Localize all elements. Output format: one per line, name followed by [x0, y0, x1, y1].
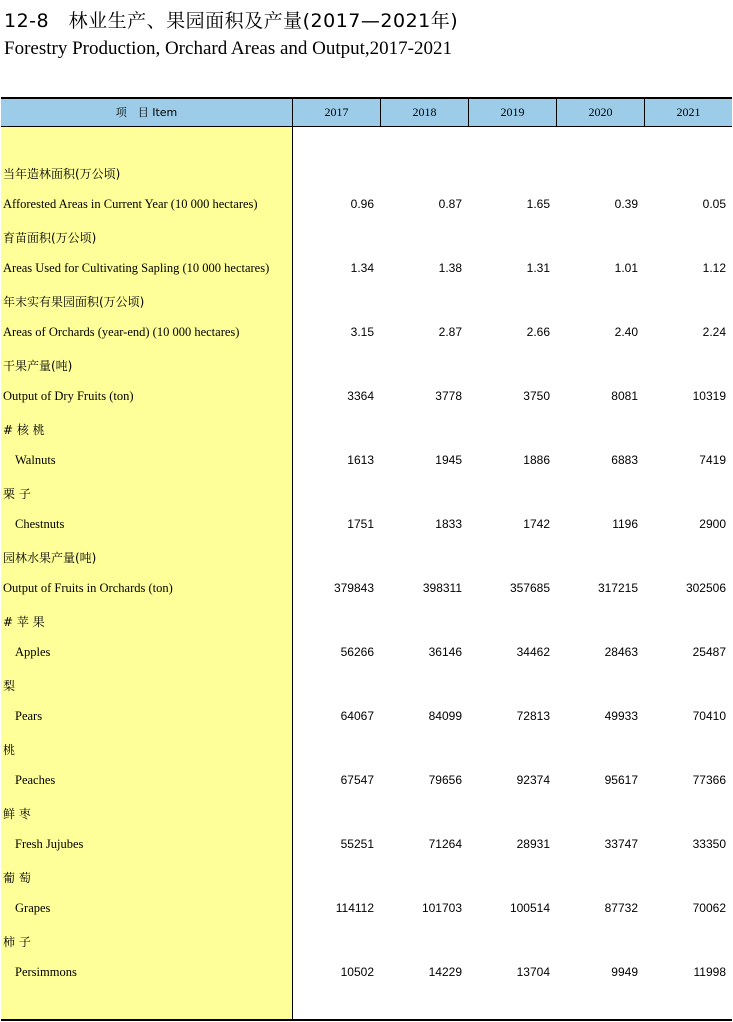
table-row-label-cn: [0, 357, 733, 377]
header-year-2017: 2017: [292, 99, 380, 126]
value-cell-2017: 1751: [347, 517, 374, 531]
header-year-2019: 2019: [468, 99, 556, 126]
value-cell-2021: 70410: [692, 709, 726, 723]
value-cell-2021: 77366: [692, 773, 726, 787]
table-row: [0, 581, 733, 601]
value-cell-2018: 1.38: [438, 261, 462, 275]
value-cell-2017: 114112: [335, 901, 374, 915]
value-cell-2021: 7419: [699, 453, 726, 467]
value-cell-2020: 317215: [597, 581, 638, 595]
value-cell-2018: 71264: [428, 837, 462, 851]
value-cell-2019: 1.65: [526, 197, 550, 211]
row-label-chinese: 梨: [3, 679, 16, 693]
row-label-english: Grapes: [15, 901, 51, 915]
header-year-2020: 2020: [556, 99, 644, 126]
value-cell-2020: 1196: [612, 517, 638, 531]
value-cell-2020: 9949: [611, 965, 638, 979]
value-cell-2021: 0.05: [702, 197, 726, 211]
value-cell-2021: 2900: [699, 517, 726, 531]
value-cell-2019: 1886: [523, 453, 550, 467]
table-row-label-cn: [0, 805, 733, 825]
table-title-english: Forestry Production, Orchard Areas and Output,2017-2021: [4, 38, 453, 59]
value-cell-2017: 1613: [347, 453, 374, 467]
value-cell-2021: 1.12: [702, 261, 726, 275]
value-cell-2020: 1.01: [614, 261, 638, 275]
value-cell-2019: 92374: [516, 773, 550, 787]
value-cell-2020: 33747: [604, 837, 638, 851]
header-item: 项 目 Item: [115, 106, 178, 119]
value-cell-2019: 28931: [516, 837, 550, 851]
value-cell-2018: 1945: [435, 453, 462, 467]
value-cell-2020: 8081: [611, 389, 638, 403]
table-row-label-cn: [0, 293, 733, 313]
row-label-english: Apples: [15, 645, 51, 659]
value-cell-2021: 302506: [685, 581, 726, 595]
value-cell-2018: 79656: [428, 773, 462, 787]
row-label-english: Persimmons: [15, 965, 77, 979]
value-cell-2021: 11998: [693, 965, 726, 979]
value-cell-2019: 13704: [516, 965, 550, 979]
value-cell-2018: 84099: [428, 709, 462, 723]
value-cell-2021: 70062: [692, 901, 726, 915]
value-cell-2018: 398311: [422, 581, 462, 595]
table-row: [0, 261, 733, 281]
row-label-chinese: 鲜 枣: [3, 807, 31, 821]
value-cell-2021: 25487: [692, 645, 726, 659]
table-row-label-cn: [0, 485, 733, 505]
row-label-chinese: 干果产量(吨): [3, 359, 73, 373]
table-row: [0, 389, 733, 409]
value-cell-2020: 0.39: [614, 197, 638, 211]
value-cell-2020: 28463: [604, 645, 638, 659]
value-cell-2020: 6883: [611, 453, 638, 467]
value-cell-2017: 1.34: [350, 261, 374, 275]
value-cell-2017: 379843: [333, 581, 374, 595]
value-cell-2018: 14229: [428, 965, 462, 979]
row-label-english: Afforested Areas in Current Year (10 000 hectares): [3, 197, 258, 211]
value-cell-2019: 1742: [523, 517, 550, 531]
table-row: [0, 197, 733, 217]
value-cell-2017: 56266: [340, 645, 374, 659]
value-cell-2018: 0.87: [438, 197, 462, 211]
table-row-label-cn: [0, 741, 733, 761]
row-label-english: Output of Dry Fruits (ton): [3, 389, 134, 403]
table-row: [0, 901, 733, 921]
value-cell-2017: 10502: [340, 965, 374, 979]
row-label-english: Output of Fruits in Orchards (ton): [3, 581, 173, 595]
row-label-english: Peaches: [15, 773, 56, 787]
table-header: [1, 97, 732, 127]
row-label-chinese: 葡 萄: [3, 871, 31, 885]
value-cell-2021: 33350: [692, 837, 726, 851]
value-cell-2018: 36146: [428, 645, 462, 659]
row-label-english: Walnuts: [15, 453, 56, 467]
value-cell-2021: 2.24: [702, 325, 726, 339]
table-bottom-rule: [1, 1019, 732, 1021]
value-cell-2019: 357685: [509, 581, 550, 595]
value-cell-2017: 3.15: [350, 325, 374, 339]
value-cell-2020: 49933: [604, 709, 638, 723]
row-label-chinese: 桃: [3, 743, 16, 757]
value-cell-2018: 101703: [421, 901, 462, 915]
value-cell-2018: 3778: [435, 389, 462, 403]
table-row: [0, 709, 733, 729]
table-row-label-cn: [0, 229, 733, 249]
table-row: [0, 517, 733, 537]
value-cell-2017: 0.96: [350, 197, 374, 211]
value-cell-2020: 2.40: [614, 325, 638, 339]
table-row-label-cn: [0, 421, 733, 441]
row-label-english: Chestnuts: [15, 517, 65, 531]
value-cell-2017: 3364: [347, 389, 374, 403]
table-row: [0, 773, 733, 793]
table-row: [0, 453, 733, 473]
table-row: [0, 325, 733, 345]
row-label-chinese: 园林水果产量(吨): [3, 551, 97, 565]
row-label-chinese: 栗 子: [3, 487, 31, 501]
value-cell-2019: 1.31: [526, 261, 550, 275]
value-cell-2019: 72813: [516, 709, 550, 723]
value-cell-2020: 95617: [604, 773, 638, 787]
table-row-label-cn: [0, 869, 733, 889]
value-cell-2019: 100514: [509, 901, 550, 915]
value-cell-2020: 87732: [604, 901, 638, 915]
table-row-label-cn: [0, 165, 733, 185]
row-label-chinese: 当年造林面积(万公顷): [3, 167, 121, 181]
table-row: [0, 837, 733, 857]
value-cell-2018: 1833: [435, 517, 462, 531]
table-row: [0, 965, 733, 985]
value-cell-2017: 55251: [340, 837, 374, 851]
table-title-chinese: 12-8 林业生产、果园面积及产量(2017—2021年): [4, 10, 459, 32]
row-label-english: Areas Used for Cultivating Sapling (10 000 hectares): [3, 261, 270, 275]
value-cell-2019: 3750: [523, 389, 550, 403]
row-label-english: Pears: [15, 709, 43, 723]
value-cell-2018: 2.87: [438, 325, 462, 339]
row-label-english: Areas of Orchards (year-end) (10 000 hectares): [3, 325, 240, 339]
header-year-2021: 2021: [644, 99, 732, 126]
table-row: [0, 645, 733, 665]
value-cell-2019: 34462: [516, 645, 550, 659]
table-row-label-cn: [0, 677, 733, 697]
table-row-label-cn: [0, 613, 733, 633]
value-cell-2021: 10319: [692, 389, 726, 403]
table-row-label-cn: [0, 933, 733, 953]
value-cell-2019: 2.66: [526, 325, 550, 339]
row-label-chinese: # 核 桃: [3, 423, 45, 437]
value-cell-2017: 64067: [340, 709, 374, 723]
header-year-2018: 2018: [380, 99, 468, 126]
row-label-chinese: 育苗面积(万公顷): [3, 231, 97, 245]
value-cell-2017: 67547: [340, 773, 374, 787]
row-label-chinese: # 苹 果: [3, 615, 45, 629]
row-label-chinese: 年末实有果园面积(万公顷): [3, 295, 145, 309]
row-label-english: Fresh Jujubes: [15, 837, 84, 851]
table-row-label-cn: [0, 549, 733, 569]
row-label-chinese: 柿 子: [3, 935, 31, 949]
